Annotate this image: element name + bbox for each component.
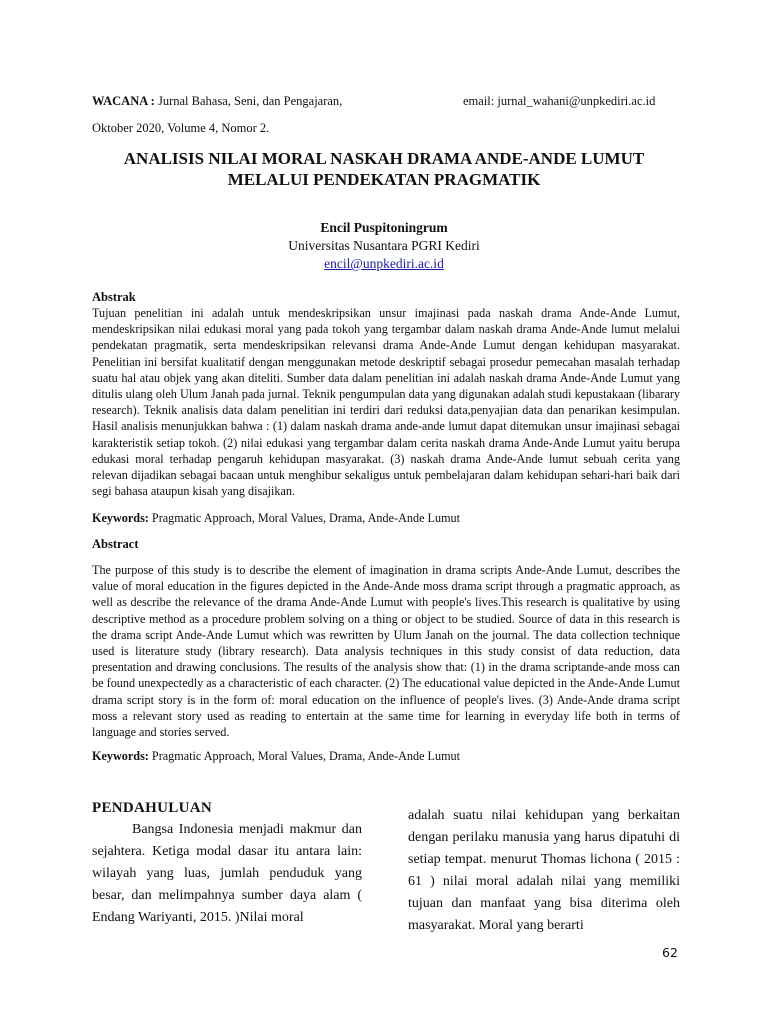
title-line-2: MELALUI PENDEKATAN PRAGMATIK	[227, 170, 541, 189]
abstract-keywords-label: Keywords:	[92, 749, 149, 763]
title-line-1: ANALISIS NILAI MORAL NASKAH DRAMA ANDE-ANDE LUMUT	[123, 149, 645, 168]
author-email-link[interactable]: encil@unpkediri.ac.id	[324, 256, 444, 271]
section-heading: PENDAHULUAN	[92, 800, 212, 816]
abstrak-keywords	[92, 511, 460, 526]
journal-email: email: jurnal_wahani@unpkediri.ac.id	[463, 94, 656, 108]
abstrak-heading: Abstrak	[92, 290, 136, 304]
author-affiliation: Universitas Nusantara PGRI Kediri	[288, 238, 480, 253]
author-email	[90, 256, 678, 272]
journal-description: Jurnal Bahasa, Seni, dan Pengajaran,	[154, 94, 343, 108]
abstract-keywords-list: Pragmatic Approach, Moral Values, Drama, Ande-Ande Lumut	[148, 749, 461, 763]
abstrak-text: Tujuan penelitian ini adalah untuk mendeskripsikan unsur imajinasi pada naskah drama Ande-Ande Lumut, mendeskripsikan nilai edukasi moral yang pada tokoh yang tergambar dalam naskah drama Ande-Ande lumut melalui pendekatan pragmatik, serta mendeskripsikan relevansi drama Ande-Ande Lumut dengan kehidupan masyarakat. Penelitian ini bersifat kualitatif dengan menggunakan metode deskriptif sebagai prosedur pemecahan masalah terhadap suatu hal atau objek yang akan diteliti. Sumber data dalam penelitian ini adalah naskah drama Ande-Ande Lumut yang ditulis ulang oleh Ulum Janah pada jurnal. Teknik pengumpulan data yang digunakan adalah studi kepustakaan (libarary research). Teknik analisis data dalam penelitian ini terdiri dari reduksi data,penyajian data dan penarikan kesimpulan. Hasil analisis menunjukkan bahwa : (1) dalam naskah drama ande-ande lumut dapat ditemukan unsur imajinasi sebagai karakteristik setiap tokoh. (2) nilai edukasi yang tergambar dalam cerita naskah drama Ande-Ande Lumut yaitu berupa edukasi moral terhadap pengaruh kehidupan masyarakat. (3) naskah drama Ande-Ande lumut sebuah cerita yang relevan dijadikan sebagai bacaan untuk menghibur sekaligus untuk pembelajaran dalam kehidupan sehari-hari baik dari segi bahasa ataupun kisah yang disajikan.	[92, 306, 680, 499]
abstract-text: The purpose of this study is to describe the element of imagination in drama scripts Ande-Ande Lumut, describes the value of moral education in the figures depicted in the Ande-Ande moss drama script through a pragmatic approach, as well as describe the relevance of the drama Ande-Ande Lumut with people's lives.This research is qualitative by using descriptive method as a procedure problem solving on a thing or object to be studied. Source of data in this research is the drama script Ande-Ande Lumut which was rewritten by Ulum Janah on the journal. The data collection technique used is literature study (library research). Data analysis techniques in this study consist of data reduction, data presentation and drawing conclusions. The results of the analysis show that: (1) in the drama scriptande-ande moss can be found unexpectedly as a characteristic of each character. (2) The educational value depicted in the Ande-Ande Lumut drama script story is in the form of: moral education on the influence of people's lives. (3) Ande-Ande drama script moss a relevant story used as reading to entertain at the same time for learning in everyday life both in terms of language and stories served.	[92, 563, 680, 740]
body-column-right	[408, 805, 680, 937]
issue-info: Oktober 2020, Volume 4, Nomor 2.	[92, 121, 270, 135]
body-paragraph-right: adalah suatu nilai kehidupan yang berkaitan dengan perilaku manusia yang harus dipatuhi di setiap tempat. menurut Thomas lichona ( 2015 : 61 ) nilai moral adalah nilai yang memiliki tujuan dan manfaat yang bisa diterima oleh masyarakat. Moral yang berarti	[408, 808, 680, 933]
abstract-heading: Abstract	[92, 537, 139, 551]
journal-name: WACANA :	[92, 94, 155, 108]
abstrak-keywords-list: Pragmatic Approach, Moral Values, Drama, Ande-Ande Lumut	[148, 511, 461, 525]
author-name: Encil Puspitoningrum	[320, 220, 448, 235]
paper-title	[90, 148, 678, 190]
page-number: 62	[662, 945, 678, 960]
abstract-keywords	[92, 749, 460, 764]
body-paragraph-left: Bangsa Indonesia menjadi makmur dan sejahtera. Ketiga modal dasar itu antara lain: wilayah yang luas, jumlah penduduk yang besar, dan melimpahnya sumber daya alam ( Endang Wariyanti, 2015. )Nilai moral	[92, 822, 362, 925]
body-column-left	[92, 800, 362, 929]
journal-header	[92, 94, 342, 109]
abstrak-keywords-label: Keywords:	[92, 511, 149, 525]
